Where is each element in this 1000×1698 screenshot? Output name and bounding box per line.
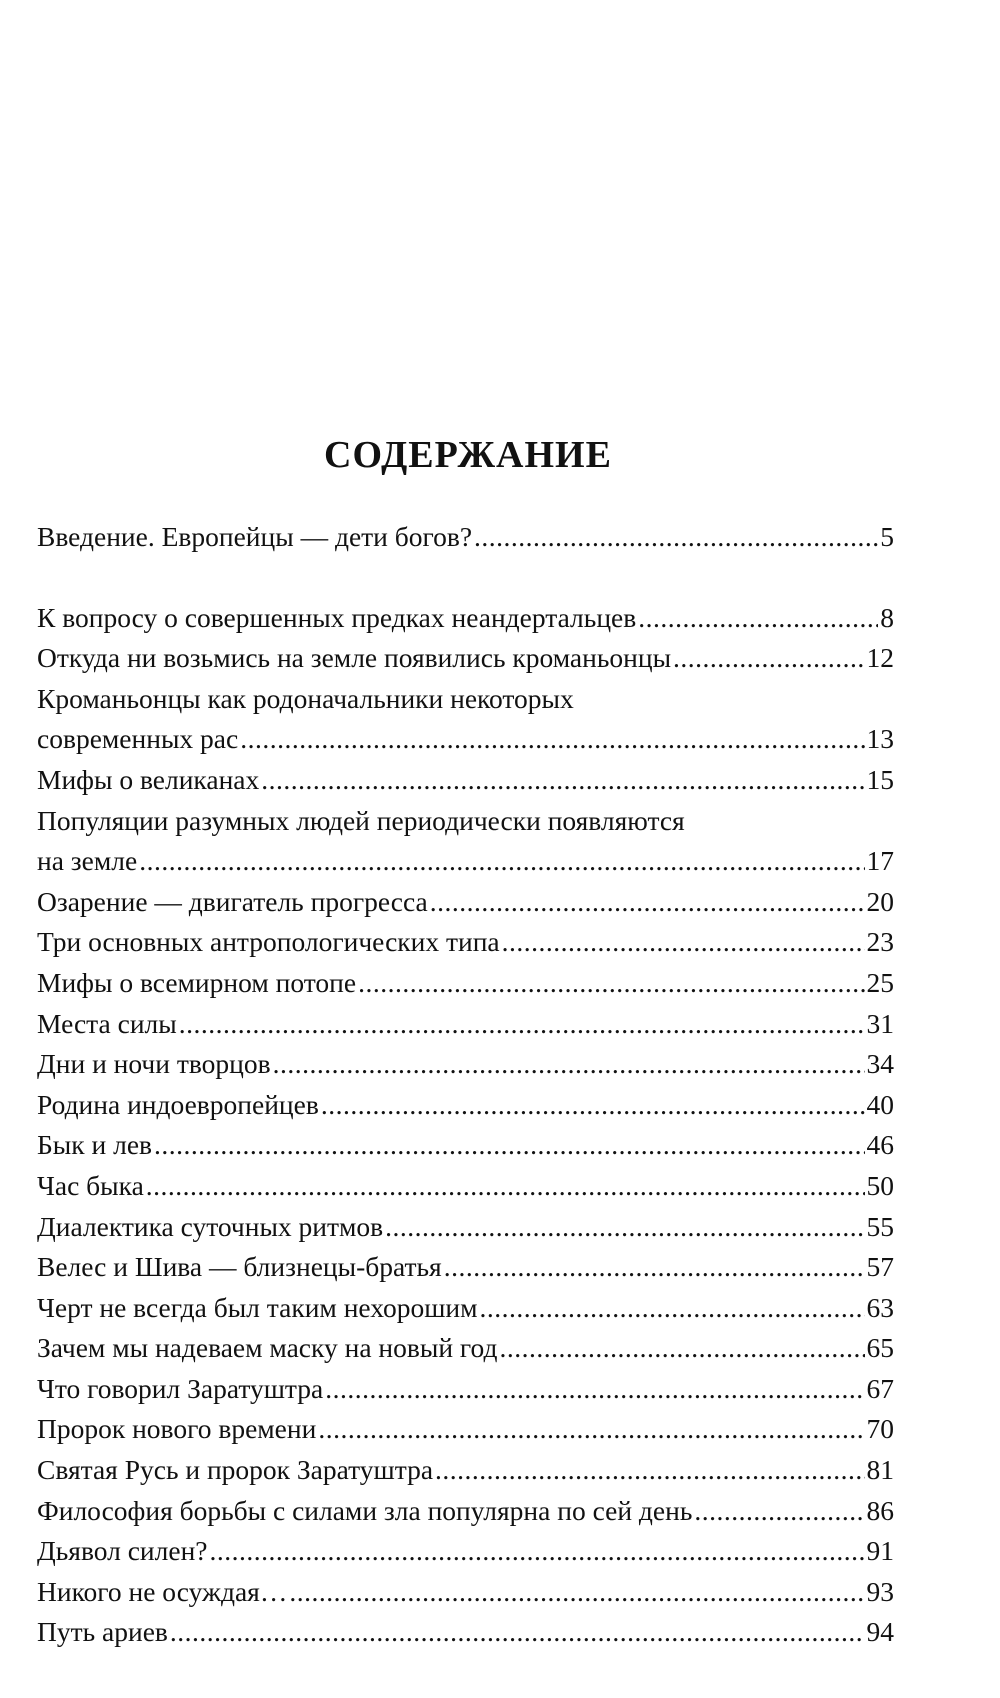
dot-leader: [139, 841, 864, 882]
toc-entry-title: Никого не осуждая…: [37, 1575, 288, 1607]
toc-entry-page: 20: [866, 885, 894, 917]
toc-entry-page: 34: [866, 1048, 894, 1080]
toc-entry-page: 12: [866, 642, 894, 674]
dot-leader: [435, 1450, 864, 1491]
toc-entry-page: 8: [880, 601, 894, 633]
toc-entry-page: 31: [866, 1007, 894, 1039]
toc-entry: [37, 922, 894, 963]
toc-entry: [37, 1491, 894, 1532]
toc-entry-title: Зачем мы надеваем маску на новый год: [37, 1332, 498, 1364]
dot-leader: [325, 1369, 864, 1410]
toc-entry-page: 67: [866, 1372, 894, 1404]
dot-leader: [321, 1085, 865, 1126]
toc-entry-title: Озарение — двигатель прогресса: [37, 885, 428, 917]
toc-entry-title: Мифы о великанах: [37, 763, 260, 795]
toc-entry: [37, 598, 894, 639]
toc-entry: [37, 1125, 894, 1166]
toc-entry-title: Введение. Европейцы — дети богов?: [37, 521, 473, 552]
toc-entry-page: 94: [866, 1616, 894, 1648]
toc-entry: [37, 1409, 894, 1450]
toc-entry-title: Черт не всегда был таким нехорошим: [37, 1291, 478, 1323]
toc-entry: [37, 1207, 894, 1248]
toc-entry-page: 70: [866, 1413, 894, 1445]
toc-entry-page: 81: [866, 1454, 894, 1486]
toc-entry-page: 91: [866, 1535, 894, 1567]
toc-entry: [37, 760, 894, 801]
toc-entry-title: Бык и лев: [37, 1129, 153, 1161]
toc-entry-title: на земле: [37, 845, 138, 877]
dot-leader: [385, 1207, 864, 1248]
dot-leader: [240, 719, 864, 760]
toc-entry: [37, 963, 894, 1004]
toc-entry-page: 15: [866, 763, 894, 795]
toc-entry-title: Час быка: [37, 1169, 144, 1201]
toc-entry-page: 25: [866, 966, 894, 998]
toc-entry-page: 23: [866, 926, 894, 958]
toc-entry: [37, 719, 894, 760]
toc-entry: [37, 841, 894, 882]
dot-leader: [444, 1247, 865, 1288]
toc-entry-title: Дни и ночи творцов: [37, 1048, 271, 1080]
toc-entry-title: современных рас: [37, 723, 239, 755]
toc-entry-title: Путь ариев: [37, 1616, 168, 1648]
dot-leader: [474, 517, 878, 558]
toc-entry-title-line1: Кроманьонцы как родоначальники некоторых: [37, 682, 574, 714]
toc-entry-title: Святая Русь и пророк Заратуштра: [37, 1454, 434, 1486]
toc-entry-title: Что говорил Заратуштра: [37, 1372, 324, 1404]
dot-leader: [499, 1328, 864, 1369]
toc-entry: [37, 1531, 894, 1572]
toc-entry: [37, 1328, 894, 1369]
toc-entry-page: 5: [880, 521, 894, 552]
table-of-contents: [37, 517, 894, 1653]
toc-entry-title: Велес и Шива — близнецы-братья: [37, 1251, 442, 1283]
toc-entry: [37, 517, 894, 558]
dot-leader: [289, 1572, 864, 1613]
dot-leader: [673, 638, 864, 679]
dot-leader: [210, 1531, 865, 1572]
toc-entry: [37, 1044, 894, 1085]
dot-leader: [430, 882, 865, 923]
dot-leader: [358, 963, 864, 1004]
toc-entry-title-line1: Популяции разумных людей периодически появляются: [37, 804, 685, 836]
page-title: СОДЕРЖАНИЕ: [324, 434, 612, 476]
toc-entry-page: 17: [866, 845, 894, 877]
toc-entry-first-line: [37, 801, 894, 842]
toc-entry: [37, 1166, 894, 1207]
toc-entry-title: Дьявол силен?: [37, 1535, 208, 1567]
toc-entry-page: 63: [866, 1291, 894, 1323]
dot-leader: [170, 1612, 865, 1653]
toc-entry-title: Диалектика суточных ритмов: [37, 1210, 384, 1242]
toc-entry-page: 13: [866, 723, 894, 755]
toc-entry: [37, 1612, 894, 1653]
toc-entry: [37, 1085, 894, 1126]
toc-entry-title: Мифы о всемирном потопе: [37, 966, 357, 998]
dot-leader: [502, 922, 865, 963]
dot-leader: [694, 1491, 864, 1532]
toc-entry-title: Откуда ни возьмись на земле появились кроманьонцы: [37, 642, 672, 674]
dot-leader: [638, 598, 878, 639]
dot-leader: [179, 1004, 865, 1045]
dot-leader: [154, 1125, 864, 1166]
toc-entry-title: Пророк нового времени: [37, 1413, 317, 1445]
toc-entry-page: 93: [866, 1575, 894, 1607]
toc-entry: [37, 1247, 894, 1288]
toc-entry-title: Три основных антропологических типа: [37, 926, 500, 958]
dot-leader: [273, 1044, 865, 1085]
toc-entry: [37, 638, 894, 679]
dot-leader: [261, 760, 864, 801]
toc-entry: [37, 1450, 894, 1491]
toc-entry: [37, 1288, 894, 1329]
toc-entry-title: Места силы: [37, 1007, 177, 1039]
dot-leader: [146, 1166, 865, 1207]
toc-entry-page: 86: [866, 1494, 894, 1526]
toc-entry-title: Родина индоевропейцев: [37, 1088, 319, 1120]
toc-entry-title: Философия борьбы с силами зла популярна по сей день: [37, 1494, 693, 1526]
toc-entry-title: К вопросу о совершенных предках неандертальцев: [37, 601, 637, 633]
toc-entry-page: 55: [866, 1210, 894, 1242]
toc-entry: [37, 1004, 894, 1045]
toc-entry: [37, 1572, 894, 1613]
toc-entry-first-line: [37, 679, 894, 720]
toc-entry: [37, 882, 894, 923]
dot-leader: [480, 1288, 865, 1329]
toc-entry-page: 40: [866, 1088, 894, 1120]
dot-leader: [318, 1409, 864, 1450]
toc-entry: [37, 1369, 894, 1410]
toc-entry-page: 65: [866, 1332, 894, 1364]
toc-entry-page: 50: [866, 1169, 894, 1201]
toc-entry-page: 57: [866, 1251, 894, 1283]
toc-entry-page: 46: [866, 1129, 894, 1161]
